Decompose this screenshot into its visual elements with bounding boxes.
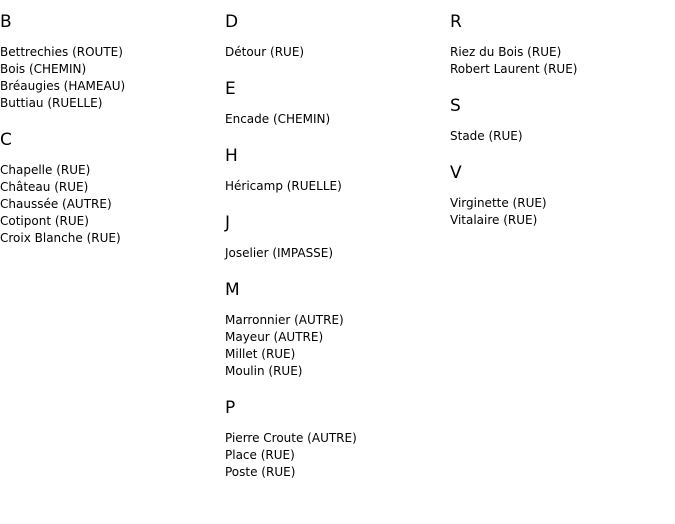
letter-group: [0, 128, 220, 247]
street-link[interactable]: Détour (RUE): [225, 45, 305, 59]
letter-heading: M: [225, 280, 240, 300]
street-link[interactable]: Robert Laurent (RUE): [450, 62, 578, 76]
street-index-column: [0, 10, 220, 263]
street-link[interactable]: Cotipont (RUE): [0, 214, 89, 228]
street-index-column: [225, 10, 445, 497]
street-list: [450, 195, 670, 229]
street-link[interactable]: Pierre Croute (AUTRE): [225, 431, 357, 445]
street-link[interactable]: Bois (CHEMIN): [0, 62, 87, 76]
letter-heading: P: [225, 398, 236, 418]
street-link[interactable]: Bettrechies (ROUTE): [0, 45, 123, 59]
street-link[interactable]: Chapelle (RUE): [0, 163, 91, 177]
street-link[interactable]: Moulin (RUE): [225, 364, 303, 378]
street-list: [0, 162, 220, 247]
street-link[interactable]: Stade (RUE): [450, 129, 523, 143]
street-link[interactable]: Poste (RUE): [225, 465, 296, 479]
street-list: [225, 312, 445, 380]
street-link[interactable]: Virginette (RUE): [450, 196, 547, 210]
letter-group: [225, 144, 445, 195]
letter-heading: H: [225, 146, 238, 166]
street-link[interactable]: Chaussée (AUTRE): [0, 197, 112, 211]
street-index-column: [450, 10, 670, 245]
letter-heading: B: [0, 12, 12, 32]
street-link[interactable]: Riez du Bois (RUE): [450, 45, 562, 59]
letter-heading: E: [225, 79, 236, 99]
letter-heading: D: [225, 12, 239, 32]
street-list: [225, 111, 445, 128]
street-link[interactable]: Héricamp (RUELLE): [225, 179, 342, 193]
letter-group: [450, 161, 670, 229]
letter-group: [225, 77, 445, 128]
street-list: [0, 44, 220, 112]
letter-heading: V: [450, 163, 462, 183]
street-link[interactable]: Vitalaire (RUE): [450, 213, 538, 227]
street-link[interactable]: Marronnier (AUTRE): [225, 313, 344, 327]
street-link[interactable]: Croix Blanche (RUE): [0, 231, 121, 245]
street-list: [225, 44, 445, 61]
street-list: [225, 245, 445, 262]
letter-group: [225, 278, 445, 380]
letter-heading: R: [450, 12, 462, 32]
street-list: [225, 430, 445, 481]
letter-group: [450, 10, 670, 78]
street-list: [450, 44, 670, 78]
street-link[interactable]: Buttiau (RUELLE): [0, 96, 103, 110]
letter-group: [450, 94, 670, 145]
street-link[interactable]: Joselier (IMPASSE): [225, 246, 334, 260]
letter-group: [0, 10, 220, 112]
letter-heading: C: [0, 130, 12, 150]
street-list: [450, 128, 670, 145]
street-link[interactable]: Mayeur (AUTRE): [225, 330, 324, 344]
street-link[interactable]: Bréaugies (HAMEAU): [0, 79, 126, 93]
street-link[interactable]: Place (RUE): [225, 448, 295, 462]
street-link[interactable]: Encade (CHEMIN): [225, 112, 331, 126]
letter-group: [225, 211, 445, 262]
letter-group: [225, 396, 445, 481]
letter-heading: S: [450, 96, 461, 116]
letter-heading: J: [225, 213, 231, 233]
street-list: [225, 178, 445, 195]
street-link[interactable]: Millet (RUE): [225, 347, 296, 361]
letter-group: [225, 10, 445, 61]
street-link[interactable]: Château (RUE): [0, 180, 89, 194]
